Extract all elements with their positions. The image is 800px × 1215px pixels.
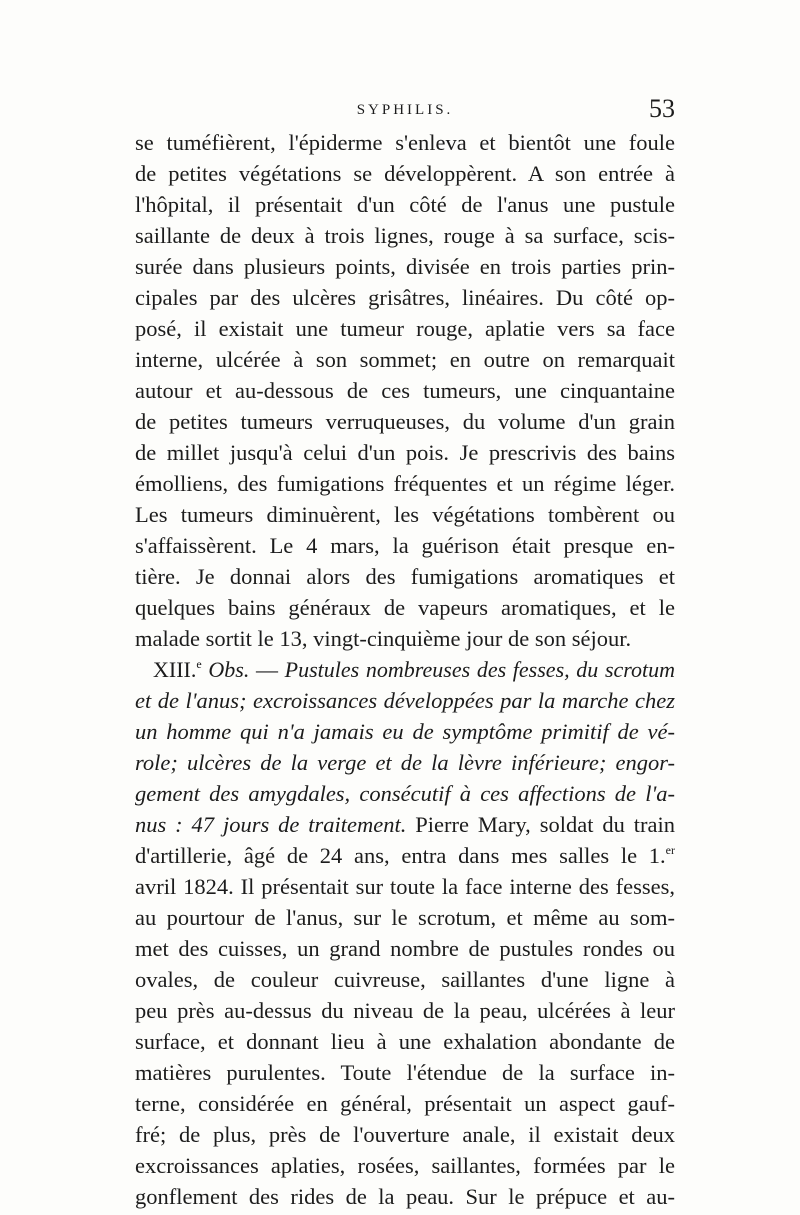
observation-number: XIII.	[153, 657, 197, 682]
text-line: cipales par des ulcères grisâtres, linéaires. Du côté op-	[135, 285, 675, 310]
text-line: de petites végétations se développèrent. A son entrée à	[135, 161, 675, 186]
text-line: tière. Je donnai alors des fumigations aromatiques et	[135, 564, 675, 589]
text-line: Les tumeurs diminuèrent, les végétations tombèrent ou	[135, 502, 675, 527]
page-number: 53	[649, 94, 675, 123]
text-line: peu près au-dessus du niveau de la peau, ulcérées à leur	[135, 998, 675, 1023]
text-line: émolliens, des fumigations fréquentes et un régime léger.	[135, 471, 675, 496]
text-line: s'affaissèrent. Le 4 mars, la guérison était presque en-	[135, 533, 675, 558]
text-line	[135, 840, 675, 871]
running-head	[135, 96, 675, 126]
observation-title-line: role; ulcères de la verge et de la lèvre inférieure; engor-	[135, 750, 675, 775]
text-line: de petites tumeurs verruqueuses, du volume d'un grain	[135, 409, 675, 434]
text-line: interne, ulcérée à son sommet; en outre on remarquait	[135, 347, 675, 372]
case-intro: Pierre Mary, soldat du train	[406, 812, 675, 837]
text-line: de millet jusqu'à celui d'un pois. Je prescrivis des bains	[135, 440, 675, 465]
text-line: posé, il existait une tumeur rouge, aplatie vers sa face	[135, 316, 675, 341]
text-line: surée dans plusieurs points, divisée en trois parties prin-	[135, 254, 675, 279]
em-dash: —	[249, 657, 285, 682]
case-text: d'artillerie, âgé de 24 ans, entra dans mes salles le 1.	[135, 843, 666, 868]
text-line: surface, et donnant lieu à une exhalation abondante de	[135, 1029, 675, 1054]
date-superscript: er	[665, 843, 675, 857]
observation-heading-line	[135, 654, 675, 685]
body-text	[135, 127, 675, 1212]
text-line: matières purulentes. Toute l'étendue de la surface in-	[135, 1060, 675, 1085]
observation-title-end: nus : 47 jours de traitement.	[135, 812, 407, 837]
text-line: excroissances aplaties, rosées, saillantes, formées par le	[135, 1153, 675, 1178]
observation-title-line: un homme qui n'a jamais eu de symptôme primitif de vé-	[135, 719, 675, 744]
text-line: autour et au-dessous de ces tumeurs, une cinquantaine	[135, 378, 675, 403]
text-line: se tuméfièrent, l'épiderme s'enleva et bientôt une foule	[135, 130, 675, 155]
text-line: met des cuisses, un grand nombre de pustules rondes ou	[135, 936, 675, 961]
obs-label: Obs.	[208, 657, 250, 682]
observation-title-line: gement des amygdales, consécutif à ces affections de l'a-	[135, 781, 675, 806]
text-line: avril 1824. Il présentait sur toute la face interne des fesses,	[135, 874, 675, 899]
observation-title-end-line	[135, 809, 675, 840]
observation-paragraph	[135, 654, 675, 1212]
text-line: l'hôpital, il présentait d'un côté de l'anus une pustule	[135, 192, 675, 217]
running-title: SYPHILIS.	[356, 102, 454, 118]
text-line: quelques bains généraux de vapeurs aromatiques, et le	[135, 595, 675, 620]
text-line: fré; de plus, près de l'ouverture anale, il existait deux	[135, 1122, 675, 1147]
text-line: au pourtour de l'anus, sur le scrotum, et même au som-	[135, 905, 675, 930]
observation-title: Pustules nombreuses des fesses, du scrotum	[284, 657, 675, 682]
text-line: ovales, de couleur cuivreuse, saillantes d'une ligne à	[135, 967, 675, 992]
text-line: malade sortit le 13, vingt-cinquième jour de son séjour.	[135, 626, 632, 651]
paragraph-continuation	[135, 127, 675, 654]
text-line: gonflement des rides de la peau. Sur le prépuce et au-	[135, 1184, 675, 1209]
text-line: saillante de deux à trois lignes, rouge à sa surface, scis-	[135, 223, 675, 248]
observation-title-line: et de l'anus; excroissances développées par la marche chez	[135, 688, 675, 713]
observation-number-superscript: e	[196, 657, 202, 671]
text-line: terne, considérée en général, présentait un aspect gauf-	[135, 1091, 675, 1116]
